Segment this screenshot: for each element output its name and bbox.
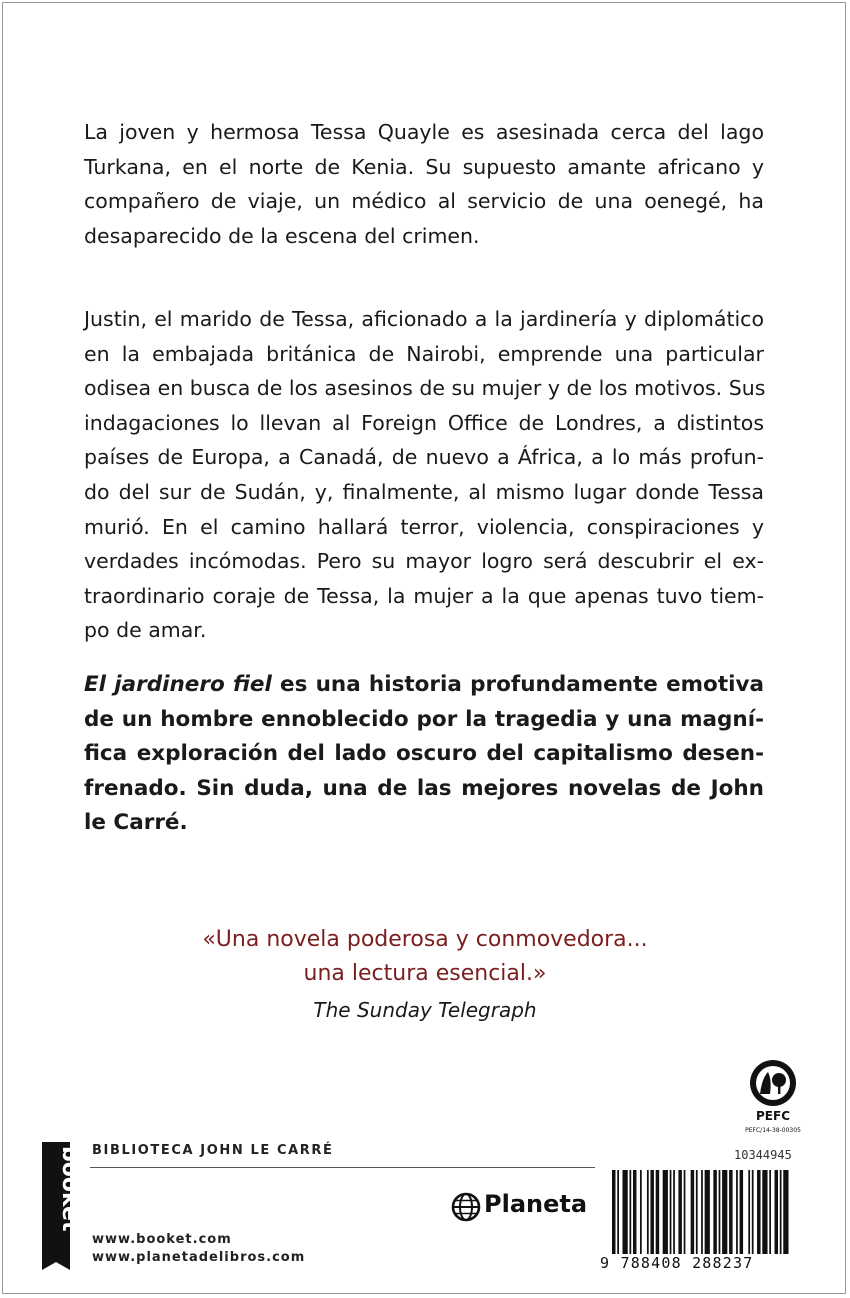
website-link-booket[interactable]: www.booket.com [92,1232,232,1247]
barcode-bar [617,1170,619,1254]
text-line: Justin, el marido de Tessa, aficionado a la jardinería y diplomático [84,307,764,331]
text-line: fica exploración del lado oscuro del capitalismo desen- [84,741,764,767]
barcode-bar [691,1170,694,1254]
barcode-bar [663,1170,668,1254]
barcode-bar [678,1170,681,1254]
barcode-bar [622,1170,627,1254]
text-fragment: es una historia profundamente emotiva [271,672,764,697]
website-link-planeta[interactable]: www.planetadelibros.com [92,1250,306,1265]
booket-logo-text: booket [57,1146,82,1232]
isbn-number: 9 788408 288237 [600,1254,754,1272]
text-line: en la embajada británica de Nairobi, emprende una particular [84,341,764,366]
barcode-bar [670,1170,672,1254]
barcode-bar [722,1170,727,1254]
book-title: El jardinero fiel [84,672,272,697]
pefc-code: PEFC/14-38-00305 [745,1127,801,1134]
synopsis-paragraph-1 [84,115,764,253]
divider [90,1167,595,1168]
text-line: odisea en busca de los asesinos de su mujer y de los motivos. Sus [84,376,766,401]
text-line: le Carré. [84,810,188,836]
text-line: compañero de viaje, un médico al servicio de una oenegé, ha [84,189,764,214]
text-line: desaparecido de la escena del crimen. [84,223,480,248]
highlight-paragraph [84,668,764,841]
product-code: 10344945 [734,1148,792,1162]
barcode-bar [775,1170,778,1254]
barcode-bar [769,1170,771,1254]
booket-logo [36,1138,82,1274]
barcode-bar [740,1170,743,1254]
barcode-bar [696,1170,698,1254]
synopsis-paragraph-2 [84,302,764,648]
text-line: Turkana, en el norte de Kenia. Su supuesto amante africano y [84,154,764,179]
barcode-bar [647,1170,649,1254]
barcode-bar [633,1170,636,1254]
barcode-bar [684,1170,686,1254]
barcode-bar [762,1170,767,1254]
barcode-icon [612,1170,792,1254]
barcode-bar [656,1170,659,1254]
text-line: traordinario coraje de Tessa, la mujer a la que apenas tuvo tiem- [84,583,764,608]
quote-line-2: una lectura esencial.» [303,961,547,986]
barcode-bar [757,1170,760,1254]
barcode-bar [673,1170,675,1254]
series-name: BIBLIOTECA JOHN LE CARRÉ [92,1143,334,1158]
pefc-logo-icon [746,1058,800,1138]
barcode-bar [701,1170,703,1254]
barcode-bar [713,1170,716,1254]
text-line: do del sur de Sudán, y, finalmente, al mismo lugar donde Tessa [84,479,764,504]
pefc-label: PEFC [756,1109,790,1123]
text-line: indagaciones lo llevan al Foreign Office de Londres, a distintos [84,410,764,435]
text-line: murió. En el camino hallará terror, violencia, conspiraciones y [84,514,764,539]
barcode-bar [752,1170,754,1254]
planeta-logo-text: Planeta [484,1190,588,1218]
text-line: frenado. Sin duda, una de las mejores novelas de John [84,775,764,801]
barcode-bar [612,1170,615,1254]
text-line [84,668,764,703]
text-line: países de Europa, a Canadá, de nuevo a África, a lo más profun- [84,445,764,470]
barcode-bar [640,1170,642,1254]
barcode-bar [736,1170,738,1254]
barcode-bar [783,1170,788,1254]
barcode-bar [780,1170,782,1254]
text-line: verdades incómodas. Pero su mayor logro será descubrir el ex- [84,549,764,574]
barcode-bar [705,1170,710,1254]
text-line: La joven y hermosa Tessa Quayle es asesinada cerca del lago [84,120,764,144]
text-line: de un hombre ennoblecido por la tragedia y una magní- [84,706,764,732]
barcode-bar [748,1170,750,1254]
barcode-bar [729,1170,732,1254]
text-line: po de amar. [84,618,207,643]
barcode-bar [719,1170,721,1254]
quote-line-1: «Una novela poderosa y conmovedora... [202,927,648,952]
quote-source: The Sunday Telegraph [313,998,537,1022]
barcode-bar [629,1170,631,1254]
barcode-bar [650,1170,653,1254]
